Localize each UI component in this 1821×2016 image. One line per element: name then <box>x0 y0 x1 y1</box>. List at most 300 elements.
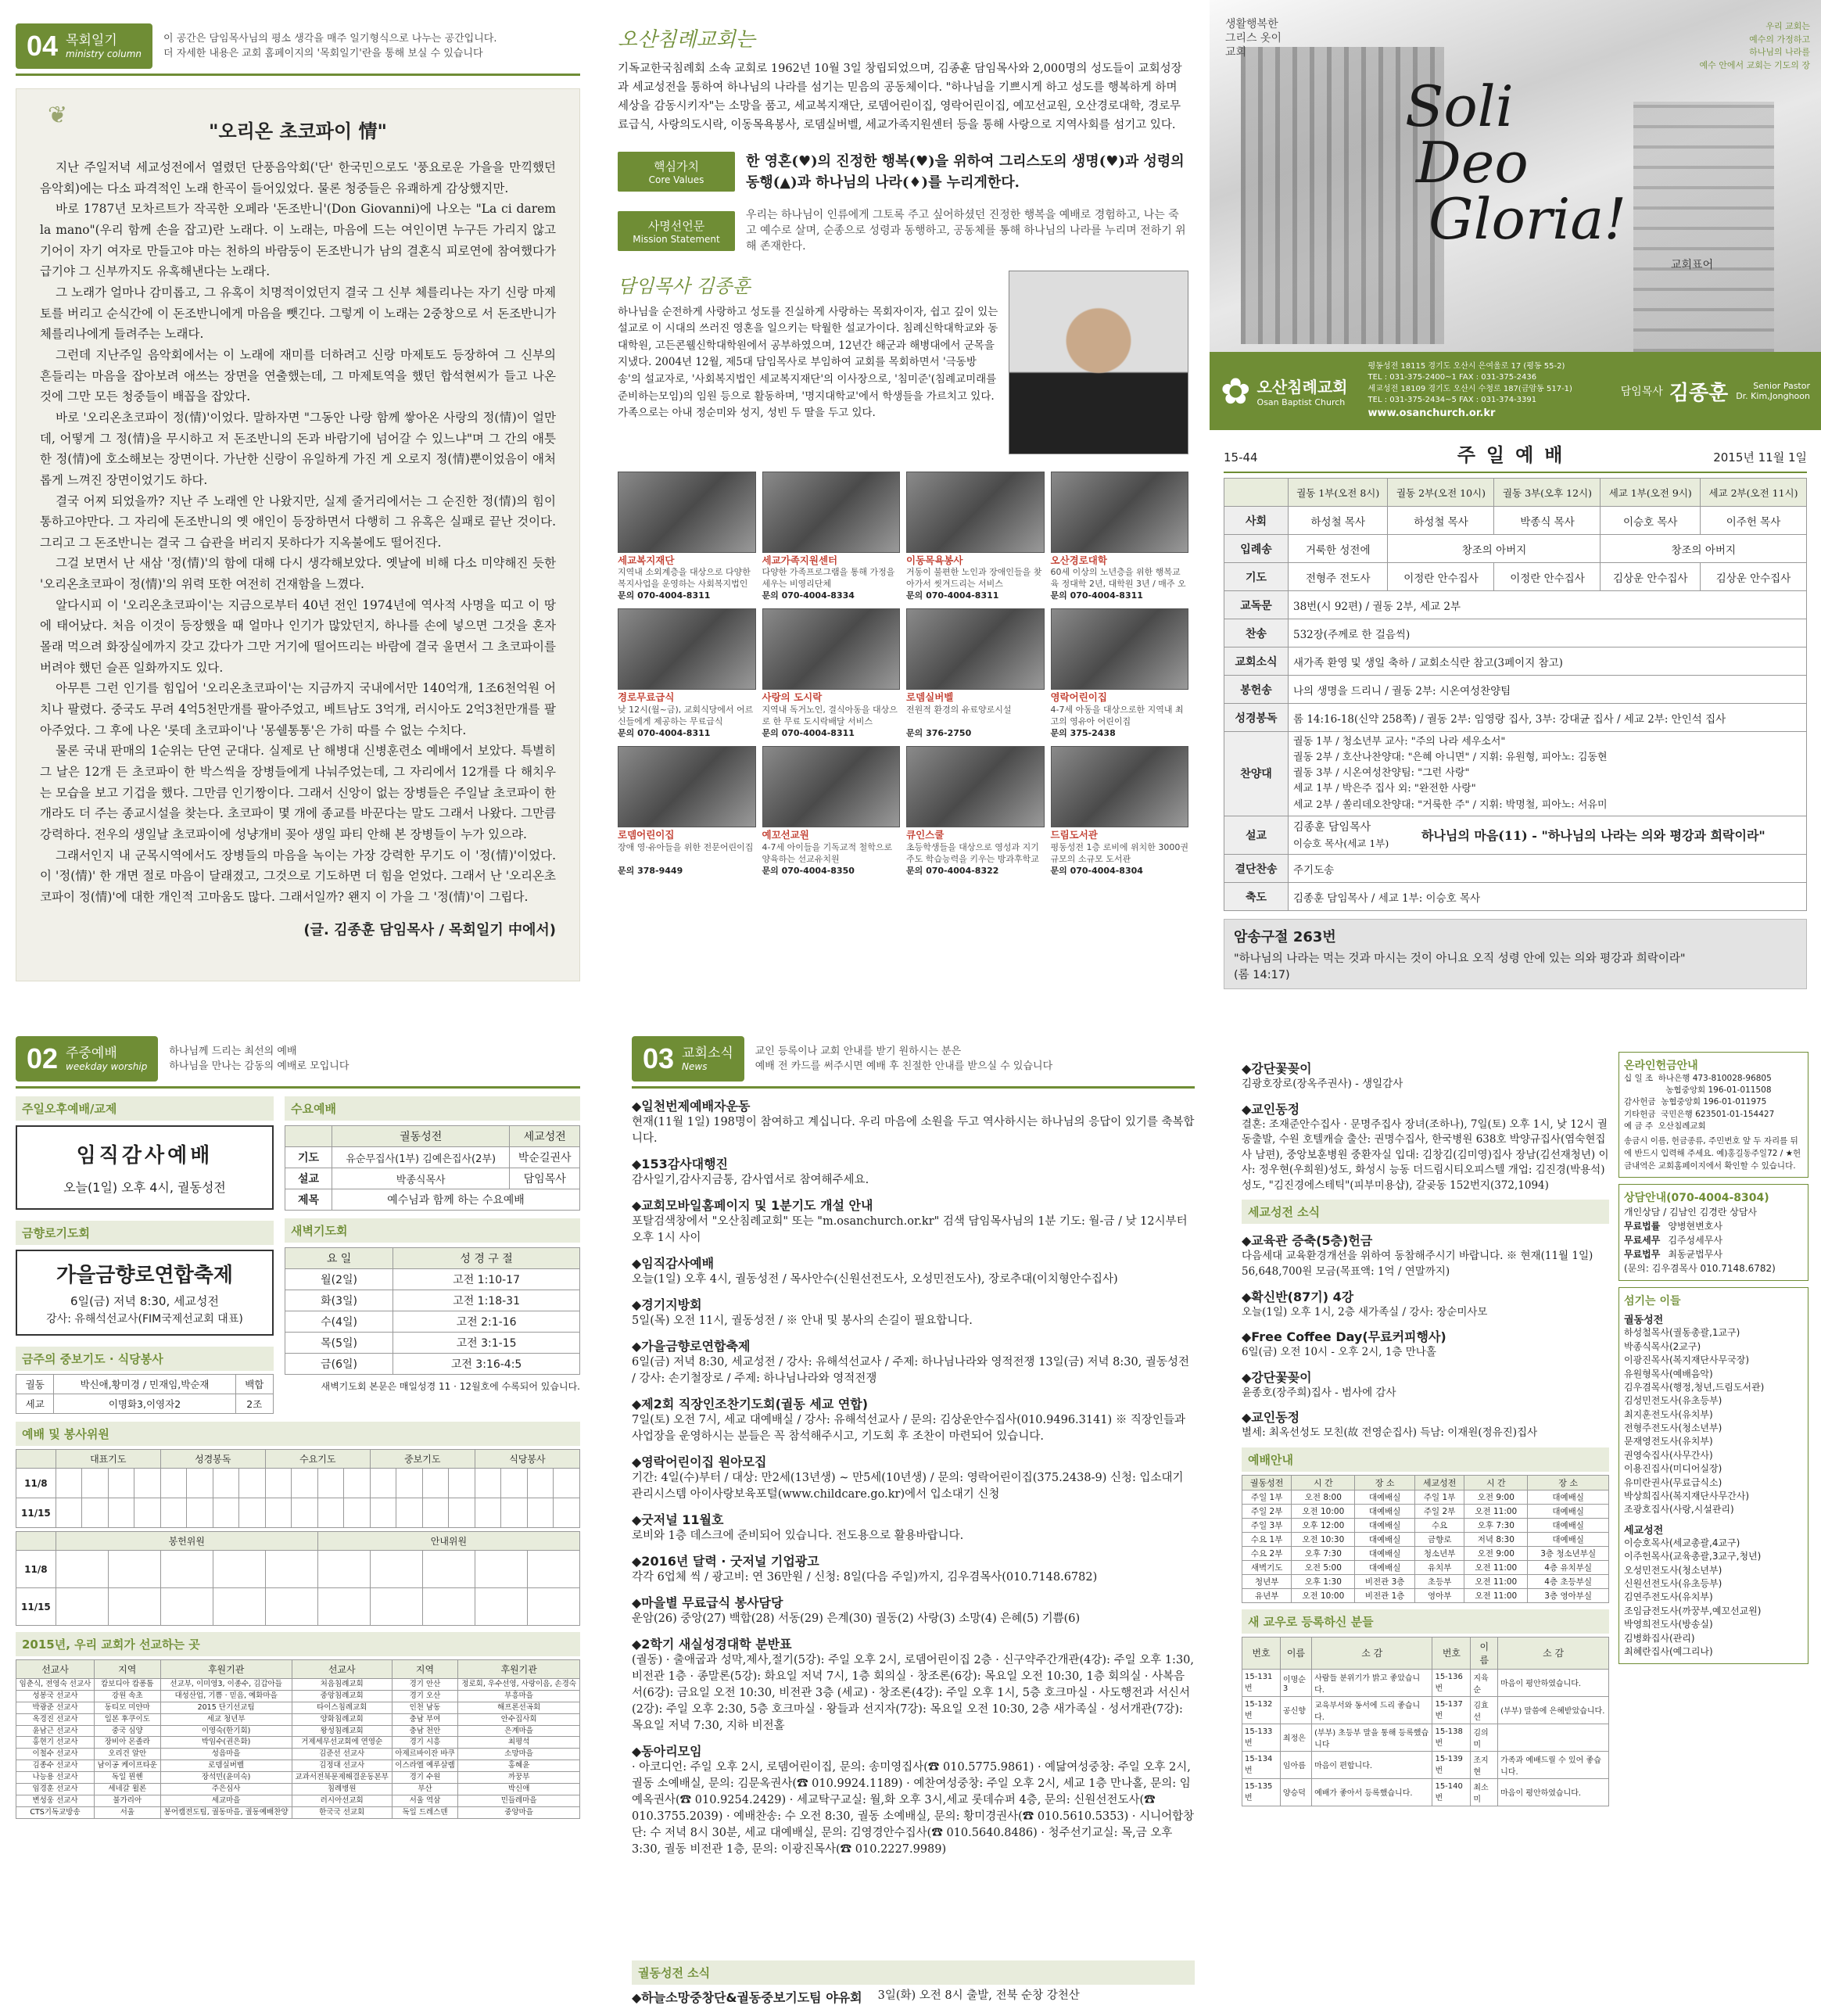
news-heading: ◆확신반(87기) 4강 <box>1242 1289 1354 1304</box>
servant-cell <box>160 1498 187 1528</box>
servant-cell <box>527 1498 554 1528</box>
building-graphic-2 <box>1633 102 1774 352</box>
intro-text: 기독교한국침례회 소속 교회로 1962년 10월 3일 창립되었으며, 김종훈 담임목사와 2,000명의 성도들이 교회성장과 세교성전을 통하여 하나님의 나라를 섬기는 믿음의 공동체이다. "하나님을 기쁘시게 하고 성도를 행복하게 하며 세상을 감동시키자"는 소망을 품고, 세교복지재단, 로뎀어린이집, 영락어린이집, 예꼬선교원, 오산경로대학, 경로무료급식, 사랑의도시락, 이동목욕봉사, 로뎀실버벨, 세교가족지원센터 등을 통해 사랑으로 지역사회를 섬기고 있다. <box>618 63 1182 131</box>
staff-item: 이승호목사(세교총괄,4교구) <box>1624 1537 1740 1548</box>
article-paragraph: 지난 주일저녁 세교성전에서 열렸던 단풍음악회('단' 한국민으로도 '풍요로운 가을을 만끽했던 음악회)에는 다소 파격적인 노래 한곡이 들어있었다. 물론 청중들은 유쾌하게 감상했지만. <box>40 160 556 196</box>
ministry-name: 로뎀어린이집 <box>618 829 675 841</box>
mission-cell: 2015 단기선교팀 <box>160 1702 292 1713</box>
mission-cell: 대성산업, 기쁨 · 믿음, 예화마을 <box>160 1690 292 1702</box>
newcomer-cell: 15-140번 <box>1432 1778 1471 1806</box>
mission-cell: 서울 역삼 <box>392 1795 458 1806</box>
servant-cell <box>213 1498 239 1528</box>
dawn-note: 새벽기도회 본문은 매일성경 11 · 12월호에 수록되어 있습니다. <box>321 1381 580 1392</box>
wed-cell: 예수님과 함께 하는 수요예배 <box>332 1189 580 1211</box>
servant-cell <box>134 1498 161 1528</box>
news-body: 각각 6업체 씩 / 광고비: 연 36만원 / 신청: 8일(다음 주일)까지, 김우겸목사(010.7148.6782) <box>632 1571 1098 1584</box>
news-body: 오늘(1일) 오후 1시, 2층 새가족실 / 강사: 장순미사모 <box>1242 1305 1488 1318</box>
schedule-cell: 4층 유치부실 <box>1528 1560 1609 1574</box>
mission-cell: 이영숙(한기회) <box>160 1725 292 1737</box>
schedule-cell: 오전 8:00 <box>1292 1490 1355 1504</box>
servant-cell <box>108 1498 134 1528</box>
cover-motto: Soli Deo Gloria! <box>1405 74 1627 252</box>
ministry-phone: 문의 070-4004-8311 <box>618 728 711 739</box>
schedule-cell: 청소년부 <box>1414 1546 1464 1560</box>
pastor-heading: 담임목사 김종훈 <box>618 274 751 297</box>
ministry-phone: 문의 070-4004-8311 <box>1050 590 1143 601</box>
offering-line: 십 일 조 하나은행 473-810028-96805 <box>1624 1074 1772 1083</box>
usher-cell <box>213 1588 265 1626</box>
servant-cell <box>213 1469 239 1498</box>
news-heading: ◆Free Coffee Day(무료커피행사) <box>1242 1329 1446 1345</box>
mission-cell: 중앙마을 <box>458 1806 580 1818</box>
staff-item: 박종식목사(2교구) <box>1624 1340 1701 1352</box>
cell: 거룩한 성전에 <box>1289 535 1388 563</box>
usher-cell <box>56 1551 108 1588</box>
mission-cell: 경기 시흥 <box>392 1737 458 1749</box>
schedule-cell: 수요 2부 <box>1242 1546 1292 1560</box>
dawn-cell: 고전 3:1-15 <box>393 1333 580 1354</box>
ministry-photo <box>618 608 756 690</box>
cell: 이승호 목사 <box>1601 507 1700 535</box>
mission-cell: 장비아 몬졸라 <box>94 1737 160 1749</box>
mission-cell: 경기 안산 <box>392 1679 458 1691</box>
worship-order <box>1210 430 1821 989</box>
cover-motto-caption: 교회표어 <box>1671 259 1714 271</box>
ministry-name: 이동목욕봉사 <box>906 554 963 566</box>
schedule-cell: 대예배실 <box>1355 1518 1415 1532</box>
servant-cell <box>449 1498 475 1528</box>
cell: 주기도송 <box>1289 855 1807 883</box>
mission-cell: 임춘식, 전영숙 선교사 <box>16 1679 95 1691</box>
ministry-card <box>1051 746 1189 877</box>
news-heading: ◆2학기 새실성경대학 분반표 <box>632 1637 792 1652</box>
schedule-cell: 오전 10:30 <box>1292 1532 1355 1546</box>
mission-cell: 박임수(권은화) <box>160 1737 292 1749</box>
ministry-desc: 다양한 가족프로그램을 통해 가정을 세우는 비영리단체 <box>762 567 895 590</box>
article-paragraph: 알다시피 이 '오리온초코파이'는 지금으로부터 40년 전인 1974년에 역사적 사명을 띠고 이 땅에 태어났다. 처음 이것이 등장했을 때 얼마나 인기가 많았던지, 하나를 손에 넣으면 그것을 혼자 몰래 먹으려 화장실에까지 갖고 갔다가 그만 거기에 떨어뜨리는 바람에 결국 울면서 그 초코파이를 버려야 했던 슬픈 일화까지도 있다. <box>40 597 556 675</box>
mission-cell: 아제르바이잔 바쿠 <box>392 1749 458 1760</box>
ministry-photo <box>762 472 901 553</box>
wed-cell: 유순무집사(1부) 김예은집사(2부) <box>332 1147 510 1168</box>
schedule-header: 시 간 <box>1464 1475 1528 1490</box>
news-body: 현재(11월 1일) 198명이 참여하고 계십니다. 우리 마음에 소원을 두고 역사하시는 하나님의 응답이 있기를 축복합니다. <box>632 1116 1195 1146</box>
schedule-cell: 대예배실 <box>1528 1532 1609 1546</box>
usher-cell <box>317 1588 370 1626</box>
wed-header: 세교성전 <box>510 1126 580 1147</box>
mission-cell: 해프론선곡회 <box>458 1702 580 1713</box>
schedule-cell: 대예배실 <box>1355 1490 1415 1504</box>
sunday-detail: 오늘(1일) 오후 4시, 궐동성전 <box>63 1180 226 1195</box>
staff-item: 문재영전도사(유치부) <box>1624 1436 1713 1447</box>
ministry-photo <box>906 472 1045 553</box>
sunday-label: 주일오후예배/교제 <box>16 1096 274 1121</box>
servant-cell <box>160 1469 187 1498</box>
core-values-label: 핵심가치 Core Values <box>618 152 735 192</box>
servant-cell <box>554 1498 580 1528</box>
page-04-header <box>16 23 580 76</box>
worship-row <box>1224 647 1807 676</box>
ministry-name: 드림도서관 <box>1050 829 1098 841</box>
usher-cell <box>475 1588 527 1626</box>
mission-cell: 주은심사 <box>160 1783 292 1795</box>
schedule-cell: 3층 영아부실 <box>1528 1588 1609 1602</box>
newcomer-cell: (부부) 말씀에 은혜받았습니다. <box>1498 1696 1609 1724</box>
mission-header: 선교사 <box>16 1660 95 1679</box>
usher-cell <box>317 1551 370 1588</box>
article-paragraph: 결국 어찌 되었을까? 지난 주 노래엔 안 나왔지만, 실제 줄거리에서는 그 순진한 정(情)의 힘이 통하고야만다. 그 자리에 돈조반니의 옛 애인이 등장하면서 다행히 그 유혹은 실패로 끝난 것이다. 그리고 그 돈조반니는 결국 그 습관을 버리지 못하다가 지옥불에도 떨어진다. <box>40 493 556 550</box>
sermon-title: 하나님의 마음(11) - "하나님의 나라는 의와 평강과 희락이라" <box>1421 828 1765 844</box>
page-03-header: 03 교회소식 News 교인 등록이나 교회 안내를 받기 원하시는 분은 예배 전 카드를 써주시면 예배 후 친절한 안내를 받으실 수 있습니다 <box>632 1036 1195 1089</box>
weekly-cell: 이명화3,이영자2 <box>54 1394 235 1414</box>
news-heading: ◆일천번제예배자운동 <box>632 1099 751 1114</box>
mission-row <box>618 207 1188 255</box>
mission-cell: 최평석 <box>458 1737 580 1749</box>
article-paragraph: 바로 1787년 모차르트가 작곡한 오페라 '돈조반니'(Don Giovanni)에 나오는 "La ci darem la mano"(우리 함께 손을 잡고)란 노래다. 이 노래는, 마음에 드는 여인이면 누구든 가리지 않고 기어이 자기 여자로 만들고야 마는 천하의 바람둥이 돈조반니가 남의 결혼식 피로연에 참여했다가 급기야 그 신부까지도 유혹해낸다는 노래다. <box>40 202 556 279</box>
usher-table <box>16 1531 580 1626</box>
page-02-panel <box>16 1036 580 2010</box>
ministry-card <box>762 608 901 740</box>
cell: 이주헌 목사 <box>1700 507 1806 535</box>
cell: 박종식 목사 <box>1494 507 1601 535</box>
newcomer-cell: 김효선 <box>1471 1696 1498 1724</box>
schedule-cell: 오전 10:00 <box>1292 1588 1355 1602</box>
cover-image <box>1210 0 1821 352</box>
usher-cell <box>160 1551 213 1588</box>
schedule-cell: 오전 9:00 <box>1464 1490 1528 1504</box>
news-body: 김광호장로(장옥주권사) - 생일감사 <box>1242 1078 1403 1090</box>
mission-cell: 동티모 미얀마 <box>94 1702 160 1713</box>
corner-cell <box>1224 479 1289 507</box>
counsel-type: 무료법률 <box>1624 1221 1661 1232</box>
service-header: 궐동 2부(오전 10시) <box>1388 479 1494 507</box>
news-item <box>632 1254 1195 1288</box>
ministry-photo <box>1051 472 1189 553</box>
worship-date: 2015년 11월 1일 <box>1713 450 1807 465</box>
news-column-left <box>632 1089 1195 1973</box>
row-label: 찬양대 <box>1224 732 1289 816</box>
church-name: 오산침례교회 <box>1256 378 1348 396</box>
mission-cell: 박광준 선교사 <box>16 1702 95 1713</box>
worship-title: 주일예배 <box>1457 444 1574 466</box>
article-paragraph: 그 노래가 얼마나 감미롭고, 그 유혹이 치명적이었던지 결국 그 신부 체를리나는 자기 신랑 마제토를 버리고 순식간에 이 돈조반니에게 마음을 뺏긴다. 그렇게 이 노래는 2중창으로 서 돈조반니가 체를리나에게 들려주는 노래다. <box>40 285 556 342</box>
address-1: 평동성전 18115 경기도 오산시 은여울로 17 (평동 55-2) <box>1368 361 1565 371</box>
staff-sego-label: 세교성전 <box>1624 1524 1664 1537</box>
mission-cell: CTS기독교방송 <box>16 1806 95 1818</box>
dawn-cell: 고전 1:10-17 <box>393 1269 580 1290</box>
mission-cell: 부흥마을 <box>458 1690 580 1702</box>
counsel-name: 양병현변호사 <box>1668 1221 1722 1232</box>
newcomer-cell: 공신향 <box>1280 1696 1311 1724</box>
servant-group: 식당봉사 <box>475 1450 579 1469</box>
newcomer-header: 번호 <box>1432 1637 1471 1669</box>
news-heading: ◆동아리모임 <box>632 1744 702 1760</box>
row-label: 설교 <box>285 1168 332 1189</box>
friday-title: 가을금향로연합축제 <box>56 1264 234 1287</box>
section-title-en: weekday worship <box>66 1061 148 1072</box>
newcomer-cell: 임아름 <box>1280 1751 1311 1778</box>
mission-cell: 러시아선교회 <box>292 1795 392 1806</box>
news-item <box>632 1551 1195 1586</box>
weekly-cell: 궐동 <box>16 1375 54 1394</box>
cell: 롬 14:16-18(신약 258쪽) / 궐동 2부: 임영랑 집사, 3부: 강대균 집사 / 세교 2부: 안인석 집사 <box>1289 704 1807 732</box>
servant-cell <box>82 1469 109 1498</box>
staff-item: 조광호집사(사랑,시설관리) <box>1624 1504 1734 1516</box>
section-title: 주중예배 <box>66 1045 117 1061</box>
cell: 김상운 안수집사 <box>1601 563 1700 591</box>
section-desc-1: 이 공간은 담임목사님의 평소 생각을 매주 일기형식으로 나누는 공간입니다. <box>163 32 497 45</box>
ministry-card <box>1051 608 1189 740</box>
mission-cell: 성봉국 선교사 <box>16 1690 95 1702</box>
weekly-table <box>16 1374 274 1414</box>
servant-cell <box>317 1498 344 1528</box>
schedule-cell: 대예배실 <box>1528 1518 1609 1532</box>
worship-row <box>1224 676 1807 704</box>
staff-item: 하성철목사(궐동총괄,1교구) <box>1624 1327 1740 1339</box>
mission-cell: 윤남근 선교사 <box>16 1725 95 1737</box>
schedule-cell: 오후 1:30 <box>1292 1574 1355 1588</box>
newcomer-cell: 마음이 평안하였습니다. <box>1498 1778 1609 1806</box>
mission-cell: 봉어캠전도팀, 궐동마을, 궐동예배찬양 <box>160 1806 292 1818</box>
dawn-cell: 고전 2:1-16 <box>393 1311 580 1333</box>
staff-label: 섬기는 이들 <box>1624 1295 1681 1308</box>
staff-item: 최지훈전도사(유치부) <box>1624 1408 1713 1420</box>
mission-cell: 민들레마을 <box>458 1795 580 1806</box>
schedule-cell: 저녁 8:30 <box>1464 1532 1528 1546</box>
staff-item: 조임금전도사(까꿍부,예꼬선교원) <box>1624 1605 1762 1616</box>
usher-cell <box>422 1588 475 1626</box>
ministry-photo <box>618 746 756 827</box>
schedule-cell: 수요 <box>1414 1518 1464 1532</box>
news-heading: ◆굿저널 11월호 <box>632 1512 724 1528</box>
servant-cell <box>449 1469 475 1498</box>
mission-cell: 교과서전북문제해결운동본부 <box>292 1772 392 1784</box>
servant-cell <box>292 1469 318 1498</box>
mission-table <box>16 1659 580 1819</box>
counsel-note: (문의: 김우겸목사 010.7148.6782) <box>1624 1263 1776 1275</box>
article-signature: (글. 김종훈 담임목사 / 목회일기 中에서) <box>303 921 556 938</box>
usher-cell <box>422 1551 475 1588</box>
usher-cell <box>108 1551 160 1588</box>
section-title: 교회소식 <box>682 1045 733 1061</box>
mission-cell: 경기 오산 <box>392 1690 458 1702</box>
wed-label: 수요예배 <box>285 1096 580 1121</box>
news-body: 포탈검색창에서 "오산침례교회" 또는 "m.osanchurch.or.kr" 검색 담임목사님의 1분 기도: 월-금 / 낮 12시부터 오후 1시 사이 <box>632 1215 1188 1245</box>
pastor-photo <box>1009 271 1188 454</box>
newcomer-cell: 조지현 <box>1471 1751 1498 1778</box>
news-item <box>632 1096 1195 1147</box>
counsel-row <box>1624 1247 1803 1261</box>
row-label: 결단찬송 <box>1224 855 1289 883</box>
wed-cell: 박순길권사 <box>510 1147 580 1168</box>
newcomer-cell: 15-133번 <box>1242 1724 1281 1751</box>
ministry-desc: 장애 영·유아들을 위한 전문어린이집 <box>618 841 754 852</box>
newcomer-table <box>1242 1637 1609 1806</box>
ministry-desc: 낮 12시(월~금), 교회식당에서 어르신들에게 제공하는 무료급식 <box>618 705 754 727</box>
news-heading: ◆강단꽃꽂이 <box>1242 1061 1312 1076</box>
newcomer-header: 이름 <box>1280 1637 1311 1669</box>
choir-cell <box>1289 732 1807 816</box>
news-body: 운암(26) 중앙(27) 백합(28) 서동(29) 은계(30) 궐동(2) 사랑(3) 소망(4) 은혜(5) 기쁨(6) <box>632 1612 1081 1626</box>
schedule-cell: 대예배실 <box>1355 1560 1415 1574</box>
schedule-cell: 오전 11:00 <box>1464 1560 1528 1574</box>
ministry-desc: 4-7세 아이들을 기독교적 철학으로 양육하는 선교유치원 <box>762 841 893 864</box>
staff-item: 이주헌목사(교육총괄,3교구,청년) <box>1624 1551 1762 1562</box>
tel-2: TEL : 031-375-2434~5 FAX : 031-374-3391 <box>1368 396 1537 405</box>
servant-cell <box>370 1469 396 1498</box>
counsel-label: 상담안내(070-4004-8304) <box>1624 1192 1769 1205</box>
newcomer-cell: 교육부서와 동서에 드리 좋습니다. <box>1312 1696 1432 1724</box>
staff-item: 유원형목사(예배음악) <box>1624 1368 1713 1379</box>
usher-cell <box>527 1588 579 1626</box>
row-label: 사회 <box>1224 507 1289 535</box>
usher-group: 봉헌위원 <box>56 1532 317 1551</box>
news-body: 3일(화) 오전 8시 출발, 전북 순창 강천산 <box>877 1989 1080 2002</box>
website-link[interactable]: www.osanchurch.or.kr <box>1368 407 1496 419</box>
cell: 새가족 환영 및 생일 축하 / 교회소식란 참고(3페이지 참고) <box>1289 647 1807 676</box>
dawn-cell: 금(6일) <box>285 1354 393 1375</box>
ministry-photo <box>1051 608 1189 690</box>
service-header: 세교 2부(오전 11시) <box>1700 479 1806 507</box>
mission-cell: 박신애 <box>458 1783 580 1795</box>
cell: 하성철 목사 <box>1289 507 1388 535</box>
weekly-cell: 2조 <box>235 1394 273 1414</box>
mission-cell: 불가리아 <box>94 1795 160 1806</box>
newcomer-cell: (부부) 초등부 말을 통해 등록했습니다 <box>1312 1724 1432 1751</box>
news-heading: ◆임직감사예배 <box>632 1256 715 1272</box>
servant-cell <box>265 1469 292 1498</box>
schedule-cell: 유치부 <box>1414 1560 1464 1574</box>
mission-cell: 충남 천안 <box>392 1725 458 1737</box>
servant-cell <box>554 1469 580 1498</box>
pastor-label: 담임목사 <box>1620 386 1663 398</box>
schedule-cell: 영아부 <box>1414 1588 1464 1602</box>
newcomer-header: 번호 <box>1242 1637 1281 1669</box>
servant-cell <box>108 1469 134 1498</box>
dawn-table <box>285 1247 580 1375</box>
ministry-desc: 평동성전 1층 로비에 위치한 3000권 규모의 소규모 도서관 <box>1050 841 1188 864</box>
mission-cell: 일본 후쿠이도 <box>94 1713 160 1725</box>
servant-cell <box>56 1469 82 1498</box>
wed-cell: 담임목사 <box>510 1168 580 1189</box>
counsel-row <box>1624 1219 1803 1233</box>
ministry-name: 예꼬선교원 <box>762 829 809 841</box>
service-header: 궐동 3부(오후 12시) <box>1494 479 1601 507</box>
news-item <box>1242 1368 1609 1401</box>
mission-cell: 부산 <box>392 1783 458 1795</box>
row-label: 찬송 <box>1224 619 1289 647</box>
row-label: 교회소식 <box>1224 647 1289 676</box>
preacher-2: 이승호 목사(세교 1부) <box>1293 838 1389 850</box>
mission-cell: 홍현기 선교사 <box>16 1737 95 1749</box>
schedule-cell: 오전 9:00 <box>1464 1546 1528 1560</box>
newcomer-cell: 양승덕 <box>1280 1778 1311 1806</box>
news-item <box>632 1154 1195 1189</box>
newcomer-cell: 예배가 좋아서 등록했습니다. <box>1312 1778 1432 1806</box>
offering-line: 예 금 주 오산침례교회 <box>1624 1121 1706 1131</box>
ministry-card <box>1051 472 1189 603</box>
schedule-header: 장 소 <box>1355 1475 1415 1490</box>
core-values-row <box>618 151 1188 193</box>
servant-cell <box>501 1498 528 1528</box>
news-item <box>1242 1408 1609 1441</box>
usher-date: 11/15 <box>16 1588 56 1626</box>
mission-cell: 인천 남동 <box>392 1702 458 1713</box>
mission-cell: 왕성침례교회 <box>292 1725 392 1737</box>
servant-date: 11/15 <box>16 1498 56 1528</box>
friday-label: 금향로기도회 <box>16 1221 274 1245</box>
mission-cell: 이철수 선교사 <box>16 1749 95 1760</box>
worship-row <box>1224 563 1807 591</box>
newcomer-cell: 15-135번 <box>1242 1778 1281 1806</box>
schedule-cell: 주일 1부 <box>1414 1490 1464 1504</box>
sermon-preachers <box>1293 819 1411 852</box>
article-paragraph: 그걸 보면서 난 새삼 '정(情)'의 함에 대해 다시 생각해보았다. 옛날에 비해 다소 미약해진 듯한 '오리온초코파이 정(情)'의 위력 또한 여전히 건재함을 느꼈다. <box>40 556 556 592</box>
column-box <box>16 88 580 981</box>
mission-cell: 이스라엘 예루살렘 <box>392 1760 458 1772</box>
pastor-text: 하나님을 순전하게 사랑하고 성도를 진실하게 사랑하는 목회자이자, 쉽고 깊이 있는 설교로 이 시대의 쓰러진 영혼을 일으키는 탁월한 설교가이다. 침례신학대학교와 동대학원, 고든콘웰신학대학원에서 공부하였으며, 12년간 해군과 해병대에서 군목을 지냈다. 2004년 12월, 제5대 담임목사로 부임하여 교회를 목회하면서 '극동방송'의 설교자로, '사회복지법인 세교복지재단'의 이사장으로, '침미준'(침례교미래를준비하는모임)의 임원 등으로 활동하며, '명지대학교'에서 학생들을 가르치고 있다. 가족으로는 아내 정순미와 성지, 성빈 두 딸을 두고 있다. <box>618 305 998 420</box>
page-03-panel <box>632 1036 1808 2010</box>
schedule-cell: 대예배실 <box>1528 1490 1609 1504</box>
article-title: "오리온 초코파이 情" <box>208 120 387 142</box>
schedule-header: 시 간 <box>1292 1475 1355 1490</box>
choir-line: 궐동 1부 / 청소년부 교사: "주의 나라 세우소서" <box>1293 736 1506 748</box>
usher-cell <box>370 1551 422 1588</box>
servant-cell <box>396 1498 423 1528</box>
news-item <box>632 1336 1195 1387</box>
schedule-cell: 오후 7:30 <box>1292 1546 1355 1560</box>
mission-label: 사명선언문 Mission Statement <box>618 211 735 251</box>
ministry-phone: 문의 070-4004-8322 <box>906 865 999 876</box>
staff-item: 신원선전도사(유초등부) <box>1624 1577 1722 1589</box>
mission-cell: 한국국 선교회 <box>292 1806 392 1818</box>
ministry-card <box>906 608 1045 740</box>
corner-cell <box>16 1450 56 1469</box>
servant-cell <box>239 1469 266 1498</box>
mission-cell: 캄보디아 캄퐁톰 <box>94 1679 160 1691</box>
mission-cell: 장석민(윤미숙) <box>160 1772 292 1784</box>
staff-item: 이광진목사(복지재단사무국장) <box>1624 1354 1750 1366</box>
cover-info-bar: ✿ 오산침례교회 Osan Baptist Church 평동성전 18115 경기도 오산시 은여울로 17 (평동 55-2) TEL : 031-375-2400~1 FAX : 031-375-2436 세교성전 18109 경기도 오산시 수청로 187(금암동 517-1) TEL : 031-375-2434~5 FAX : 031-374-3391 www.osanchurch.or.kr 담임목사 김종훈 Senior Pastor Dr. Kim,Jonghoon <box>1210 352 1821 430</box>
news-heading: ◆153감사대행진 <box>632 1157 728 1172</box>
mission-cell: 김종수 선교사 <box>16 1760 95 1772</box>
mission-header: 선교사 <box>292 1660 392 1679</box>
schedule-cell: 새벽기도 <box>1242 1560 1292 1574</box>
servant-cell <box>265 1498 292 1528</box>
ministry-name: 경로무료급식 <box>618 691 675 704</box>
servant-cell <box>344 1498 371 1528</box>
section-number: 04 <box>27 30 59 62</box>
row-label: 교독문 <box>1224 591 1289 619</box>
schedule-cell: 주일 2부 <box>1242 1504 1292 1518</box>
servant-cell <box>370 1498 396 1528</box>
news-item <box>632 1295 1195 1329</box>
news-item <box>1242 1327 1609 1361</box>
cell: 532장(주께로 한 걸음씩) <box>1289 619 1807 647</box>
intro-panel <box>618 23 1188 989</box>
ministry-phone: 문의 070-4004-8304 <box>1050 865 1143 876</box>
mission-cell: 임경훈 선교사 <box>16 1783 95 1795</box>
mission-cell: 성음마을 <box>160 1749 292 1760</box>
newcomer-cell: 15-136번 <box>1432 1669 1471 1696</box>
news-body: 6일(금) 오전 10시 - 오후 2시, 1층 만나홀 <box>1242 1346 1436 1359</box>
dawn-cell: 목(5일) <box>285 1333 393 1354</box>
staff-item: 전형주전도사(청소년부) <box>1624 1422 1722 1434</box>
article-body <box>40 157 556 908</box>
worship-row <box>1224 507 1807 535</box>
servant-group: 성경봉독 <box>160 1450 265 1469</box>
dawn-cell: 고전 3:16-4:5 <box>393 1354 580 1375</box>
mission-cell: 양화침례교회 <box>292 1713 392 1725</box>
